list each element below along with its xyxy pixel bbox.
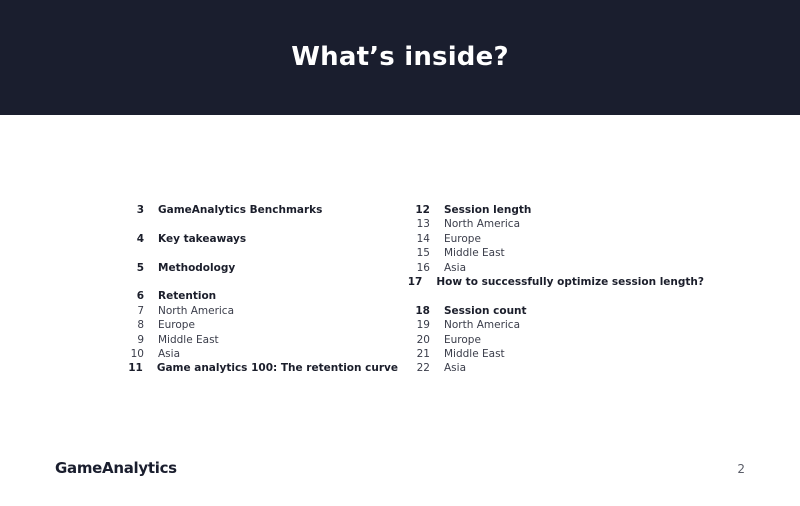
toc-label: Retention [158,290,217,303]
toc-label: Asia [444,261,467,274]
toc-page-number: 6 [136,290,144,303]
toc-item[interactable] [404,347,704,361]
page-header [0,0,800,115]
toc-item[interactable] [404,318,704,332]
toc-page-number: 16 [416,261,430,274]
toc-item[interactable] [404,232,704,246]
toc-label: North America [444,319,521,332]
toc-label: Key takeaways [158,232,247,245]
toc-label: North America [444,218,521,231]
toc-label: Session length [444,204,532,216]
toc-page-number: 11 [128,362,143,375]
toc-label: Middle East [444,347,505,360]
page-title: What’s inside? [291,41,509,72]
toc-label: Europe [158,319,195,332]
toc-item[interactable] [404,261,704,275]
toc-item[interactable] [404,217,704,231]
toc-label: GameAnalytics Benchmarks [158,204,323,216]
toc-page-number: 8 [137,319,144,332]
toc-label: How to successfully optimize session length? [436,275,704,288]
toc-page-number: 5 [136,261,144,274]
toc-label: Methodology [158,261,236,274]
toc-page-number: 10 [130,347,144,360]
toc-label: Europe [444,232,481,245]
toc-item[interactable] [118,203,398,217]
gameanalytics-logo: GameAnalytics [55,459,177,477]
page-number: 2 [737,462,745,476]
toc-page-number: 13 [416,218,430,231]
toc-item[interactable] [118,318,398,332]
toc-page-number: 3 [136,204,144,216]
toc-item[interactable] [404,203,704,217]
toc-item[interactable] [118,333,398,347]
toc-item[interactable] [404,275,704,289]
toc-item[interactable] [118,347,398,361]
toc-label: Europe [444,333,481,346]
toc-item[interactable] [118,261,398,275]
toc-label: North America [158,304,235,317]
toc-item[interactable] [118,361,398,375]
toc-page-number: 12 [415,204,430,216]
toc-item[interactable] [118,289,398,303]
toc-item[interactable] [404,333,704,347]
toc-label: Session count [444,304,527,317]
toc-page-number: 18 [415,304,430,317]
toc-page-number: 22 [416,362,430,375]
toc-item[interactable] [404,361,704,375]
toc-page-number: 9 [137,333,144,346]
toc-page-number: 14 [416,232,430,245]
toc-item[interactable] [118,304,398,318]
toc-label: Asia [158,347,181,360]
toc-left-column [118,203,398,376]
toc-page-number: 19 [416,319,430,332]
toc-right-column [404,203,704,376]
toc-page-number: 15 [416,247,430,260]
toc-item[interactable] [404,304,704,318]
toc-label: Middle East [158,333,219,346]
toc-label: Middle East [444,247,505,260]
toc-page-number: 17 [407,275,423,288]
toc-item[interactable] [404,246,704,260]
toc-page-number: 21 [416,347,430,360]
toc-page-number: 7 [137,304,144,317]
toc-page-number: 4 [136,232,144,245]
toc-label: Game analytics 100: The retention curve [156,362,398,375]
toc-label: Asia [444,362,467,375]
toc-page-number: 20 [416,333,430,346]
toc-item[interactable] [118,232,398,246]
